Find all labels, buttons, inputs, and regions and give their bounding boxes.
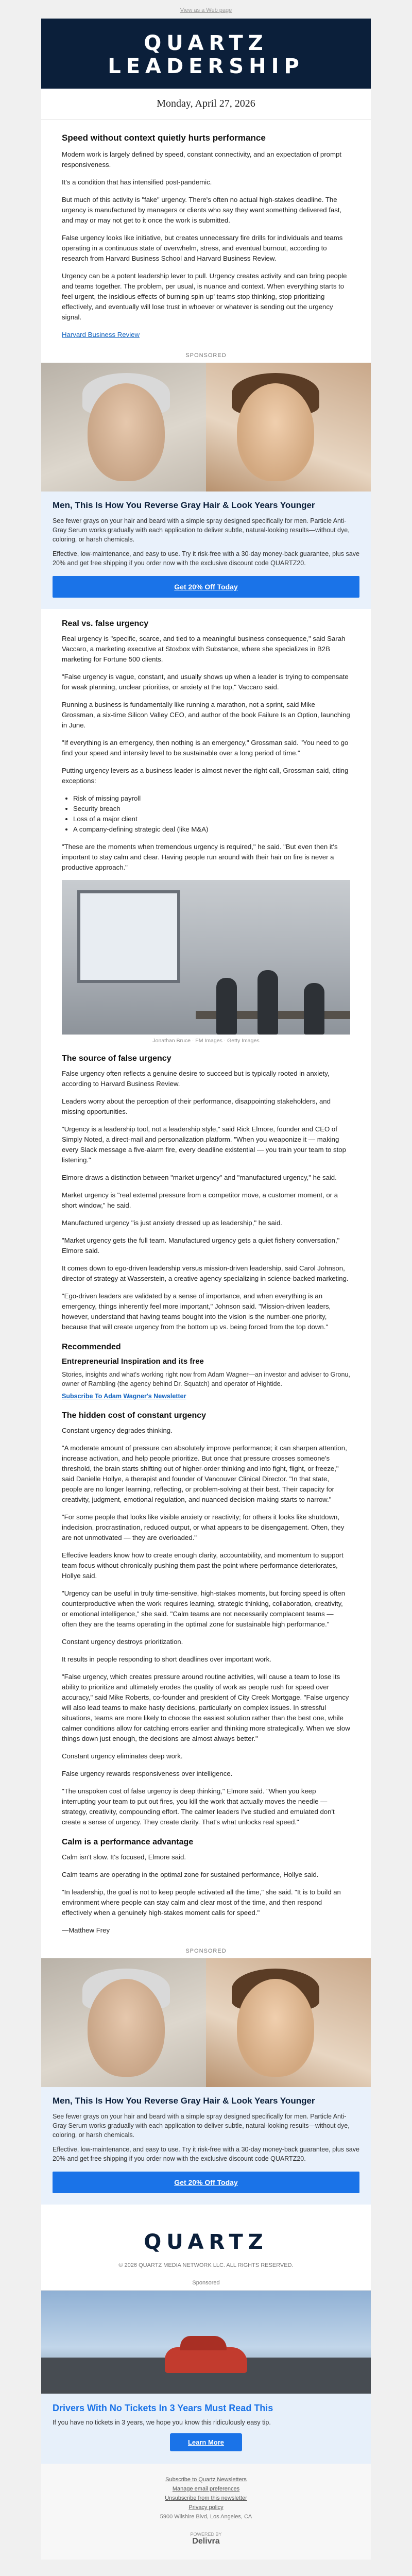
person-silhouette xyxy=(304,983,324,1035)
paragraph: Running a business is fundamentally like running a marathon, not a sprint, said Mike Grossman, a six-time Silicon Valley CEO, and author of the book Failure Is an Option, launching in June. xyxy=(62,701,350,729)
section-title: The hidden cost of constant urgency xyxy=(62,1411,207,1420)
face-shape xyxy=(237,383,314,481)
ad-drivers[interactable] xyxy=(41,2290,371,2464)
powered-by-label: POWERED BY xyxy=(190,2532,222,2537)
paragraph: "The unspoken cost of false urgency is deep thinking," Elmore said. "When you keep interrupting your team to put out fires, you kill the work that actually moves the needle — strategy, creativity, compounding effort. The calmer leaders I've studied and emulated don't create a sense of urgency. They create clarity. That's what unlocks real speed." xyxy=(62,1787,335,1826)
after-image xyxy=(206,1958,371,2087)
subscribe-link[interactable]: Subscribe To Adam Wagner's Newsletter xyxy=(62,1393,186,1400)
ad-cta-button[interactable]: Get 20% Off Today xyxy=(53,576,359,598)
paragraph: But much of this activity is "fake" urgency. There's often no actual high-stakes deadline. The urgency is manufactured by managers or clients who say they want something delivered fast, and may or may not get to it once the work is submitted. xyxy=(62,196,342,224)
list-item: • Loss of a major client xyxy=(73,814,350,824)
face-shape xyxy=(88,1979,165,2077)
paragraph: Market urgency is "real external pressure from a competitor move, a customer moment, or a short window," he said. xyxy=(62,1191,338,1209)
section-title: The source of false urgency xyxy=(62,1054,171,1063)
article-real-vs-false xyxy=(41,619,371,1936)
paragraph: "False urgency is vague, constant, and usually shows up when a leader is trying to compensate for weak planning, unclear priorities, or anxiety at the top," Vaccaro said. xyxy=(62,673,349,691)
paragraph: Real urgency is "specific, scarce, and tied to a meaningful business consequence," said Sarah Vaccaro, a marketing executive at Stoxbox with Substance, where she specializes in B2B marketing for Fortune 500 clients. xyxy=(62,635,346,663)
recommended-item-title[interactable]: Entrepreneurial Inspiration and its free xyxy=(62,1357,204,1366)
recommended-item-text: Stories, insights and what's working right now from Adam Wagner—an investor and adviser to Gronu, owner of Rambling (the agency behind Dr. Squatch) and operator of Hightide. xyxy=(62,1371,350,1387)
paragraph: Calm teams are operating in the optimal zone for sustained performance, Hollye said. xyxy=(62,1871,319,1878)
paragraph: "In leadership, the goal is not to keep people activated all the time," she said. "It is to build an environment where people can stay calm and clear most of the time, and then respond effectively when a genuinely high-stakes moment calls for speed." xyxy=(62,1888,341,1917)
ad-text: If you have no tickets in 3 years, we hope you know this ridiculously easy tip. xyxy=(53,2419,271,2426)
ad-body xyxy=(41,2087,371,2205)
paragraph: "Urgency can be useful in truly time-sensitive, high-stakes moments, but forcing speed is often counterproductive when the work requires learning, strategic thinking, collaboration, creativity, or emotional intelligence," she said. "Calm teams are not necessarily complacent teams — often they are the teams operating in the optimal zone for sustainable high performance." xyxy=(62,1589,346,1628)
author-signature: —Matthew Frey xyxy=(62,1926,110,1934)
sponsored-label: SPONSORED xyxy=(185,1948,227,1954)
paragraph: "For some people that looks like visible anxiety or reactivity; for others it looks like shutdown, indecision, procrastination, reduced output, or what appears to be disengagement. Often, they are not unmotivated — they are overloaded." xyxy=(62,1513,345,1541)
paragraph: Modern work is largely defined by speed, constant connectivity, and an expectation of prompt responsiveness. xyxy=(62,150,341,168)
article-title: Speed without context quietly hurts performance xyxy=(62,133,266,143)
ad-gray-hair[interactable] xyxy=(41,363,371,609)
paragraph: Leaders worry about the perception of their performance, disappointing stakeholders, and missing opportunities. xyxy=(62,1097,331,1115)
paragraph: Elmore draws a distinction between "market urgency" and "manufactured urgency," he said. xyxy=(62,1174,337,1181)
paragraph: "Market urgency gets the full team. Manufactured urgency gets a quiet fishery conversation," Elmore said. xyxy=(62,1236,340,1255)
ad-title[interactable]: Men, This Is How You Reverse Gray Hair & Look Years Younger xyxy=(53,2096,315,2106)
exception-list xyxy=(73,793,350,835)
ad-title[interactable]: Drivers With No Tickets In 3 Years Must Read This xyxy=(53,2403,273,2413)
paragraph: False urgency looks like initiative, but creates unnecessary fire drills for individuals and teams operating in a continuous state of overwhelm, stress, and eventual burnout, according to research from Harvard Business School and Harvard Business Review. xyxy=(62,234,343,262)
ad-image-car[interactable] xyxy=(41,2291,371,2394)
privacy-link[interactable]: Privacy policy xyxy=(188,2504,224,2511)
logo-leadership[interactable]: LEADERSHIP xyxy=(108,55,304,78)
paragraph: Effective leaders know how to create enough clarity, accountability, and momentum to support team focus without chronically pushing them past the point where performance deteriorates, Hollye said. xyxy=(62,1551,344,1580)
copyright: © 2026 QUARTZ MEDIA NETWORK LLC. ALL RIGHTS RESERVED. xyxy=(118,2262,294,2268)
manage-preferences-link[interactable]: Manage email preferences xyxy=(172,2486,240,2492)
paragraph: "A moderate amount of pressure can absolutely improve performance; it can sharpen attention, increase activation, and help people prioritize. But once that pressure crosses someone's threshold, the brain starts shifting out of higher-order thinking and into fight, flight, or freeze," said Danielle Hollye, a therapist and founder of Vancouver Clinical Director. "In that state, people are no longer learning, reflecting, or problem-solving at their best. Their capacity for creativity, judgment, emotional regulation, and nuanced decision-making starts to narrow." xyxy=(62,1444,347,1503)
list-item: • Security breach xyxy=(73,804,350,814)
paragraph: False urgency rewards responsiveness over intelligence. xyxy=(62,1770,233,1777)
paragraph: It results in people responding to short deadlines over important work. xyxy=(62,1655,271,1663)
paragraph: Constant urgency destroys prioritization. xyxy=(62,1638,183,1646)
unsubscribe-link[interactable]: Unsubscribe from this newsletter xyxy=(165,2495,247,2501)
sponsored-block-1 xyxy=(41,347,371,609)
logo-quartz[interactable]: QUARTZ xyxy=(144,31,268,55)
ad-text: Effective, low-maintenance, and easy to use. Try it risk-free with a 30-day money-back guarantee, plus save 20% and get free shipping if you order now with the exclusive discount code QUARTZ20. xyxy=(53,2146,359,2162)
paragraph: It's a condition that has intensified post-pandemic. xyxy=(62,178,212,186)
mailing-address: 5900 Wilshire Blvd, Los Angeles, CA xyxy=(160,2514,252,2520)
paragraph: "False urgency, which creates pressure around routine activities, will cause a team to lose its ability to prioritize and ultimately erodes the quality of work as people rush for speed over accuracy," said Mike Roberts, co-founder and president of City Creek Mortgage. "False urgency will also lead teams to make hasty decisions, particularly on complex issues. In stressful situations, teams are more likely to choose the easiest solution rather than the best one, while calmer conditions allow for catching errors earlier and thinking more strategically. When we slow things down just enough, the decisions are almost always better." xyxy=(62,1673,350,1742)
ad-body xyxy=(41,2394,371,2464)
after-image xyxy=(206,363,371,492)
photo-caption: Jonathan Bruce · FM Images · Getty Images xyxy=(152,1038,260,1044)
ad-image-before-after[interactable] xyxy=(41,363,371,492)
paragraph: Putting urgency levers as a business leader is almost never the right call, Grossman said, citing exceptions: xyxy=(62,767,349,785)
view-as-web-link[interactable]: View as a Web page xyxy=(180,7,232,13)
office-photo xyxy=(62,880,350,1035)
ad-title[interactable]: Men, This Is How You Reverse Gray Hair & Look Years Younger xyxy=(53,500,315,510)
learn-more-button[interactable]: Learn More xyxy=(170,2433,242,2451)
sponsored-label: Sponsored xyxy=(192,2280,220,2286)
ad-text: See fewer grays on your hair and beard with a simple spray designed specifically for men. Particle Anti-Gray Serum works gradually with each application to deliver subtle, natural-looking results—without dye, coloring, or harsh chemicals. xyxy=(53,517,350,543)
ad-text: See fewer grays on your hair and beard with a simple spray designed specifically for men. Particle Anti-Gray Serum works gradually with each application to deliver subtle, natural-looking results—without dye, coloring, or harsh chemicals. xyxy=(53,2113,350,2139)
subscribe-newsletters-link[interactable]: Subscribe to Quartz Newsletters xyxy=(165,2477,247,2483)
paragraph: "If everything is an emergency, then nothing is an emergency," Grossman said. "You need to go find your speed and intensity level to be sustainable over a long period of time." xyxy=(62,739,349,757)
person-silhouette xyxy=(258,970,278,1035)
person-silhouette xyxy=(216,978,237,1035)
window-shape xyxy=(77,890,180,983)
paragraph: Urgency can be a potent leadership lever to pull. Urgency creates activity and can bring people and teams together. The problem, per usual, is nuance and context. When everything starts to feel urgent, the insidious effects of burning spin-up' teams stop thinking, stop prioritizing effectively, and eventually will lose trust in whoever or whatever is sending out the urgency signal. xyxy=(62,272,347,321)
before-image xyxy=(41,363,206,492)
paragraph: Constant urgency eliminates deep work. xyxy=(62,1752,183,1760)
recommended-heading: Recommended xyxy=(62,1343,121,1351)
before-image xyxy=(41,1958,206,2087)
ad-body xyxy=(41,492,371,609)
sponsored-block-2 xyxy=(41,1943,371,2205)
paragraph: Calm isn't slow. It's focused, Elmore said. xyxy=(62,1853,186,1861)
section-title: Real vs. false urgency xyxy=(62,619,149,628)
footer-logo-text[interactable]: QUARTZ xyxy=(144,2230,268,2254)
paragraph: "Ego-driven leaders are validated by a sense of importance, and when everything is an emergency, things inherently feel more important," Johnson said. "Mission-driven leaders, however, understand that having teams bought into the vision is the number-one priority, because that will create urgency from the bottom up vs. being forced from the top down." xyxy=(62,1292,331,1331)
masthead xyxy=(41,19,371,89)
section-title: Calm is a performance advantage xyxy=(62,1838,194,1846)
ad-text: Effective, low-maintenance, and easy to use. Try it risk-free with a 30-day money-back guarantee, plus save 20% and get free shipping if you order now with the exclusive discount code QUARTZ20. xyxy=(53,550,359,567)
car-icon xyxy=(165,2347,247,2373)
footer-logo xyxy=(41,2215,371,2259)
hbr-link[interactable]: Harvard Business Review xyxy=(62,331,140,338)
paragraph: Constant urgency degrades thinking. xyxy=(62,1427,173,1434)
sponsored-label: SPONSORED xyxy=(185,352,227,359)
newsletter xyxy=(41,19,371,2560)
paragraph: "These are the moments when tremendous urgency is required," he said. "But even then it's important to stay calm and clear. Having people run around with their hair on fire is never a productive approach." xyxy=(62,843,338,871)
footer-links xyxy=(41,2464,371,2527)
ad-gray-hair[interactable] xyxy=(41,1958,371,2205)
source-link-line xyxy=(62,330,350,340)
face-shape xyxy=(88,383,165,481)
face-shape xyxy=(237,1979,314,2077)
ad-cta-button[interactable]: Get 20% Off Today xyxy=(53,2172,359,2193)
paragraph: It comes down to ego-driven leadership versus mission-driven leadership, said Carol Johnson, director of strategy at Wasserstein, a creative agency specializing in science-backed marketing. xyxy=(62,1264,349,1282)
paragraph: False urgency often reflects a genuine desire to succeed but is typically rooted in anxiety, according to Harvard Business Review. xyxy=(62,1070,330,1088)
paragraph: "Urgency is a leadership tool, not a leadership style," said Rick Elmore, founder and CEO of Simply Noted, a direct-mail and personalization platform. "When you weaponize it — making every Slack message a five-alarm fire, every deadline existential — you train your team to stop listening." xyxy=(62,1125,346,1164)
list-item: • A company-defining strategic deal (like M&A) xyxy=(73,824,350,835)
issue-date: Monday, April 27, 2026 xyxy=(41,89,371,120)
list-item: • Risk of missing payroll xyxy=(73,793,350,804)
ad-image-before-after[interactable] xyxy=(41,1958,371,2087)
article-speed xyxy=(41,133,371,340)
powered-by xyxy=(41,2527,371,2560)
paragraph: Manufactured urgency "is just anxiety dressed up as leadership," he said. xyxy=(62,1219,282,1227)
delivra-logo[interactable]: Delivra xyxy=(192,2537,220,2546)
preheader xyxy=(0,0,412,19)
